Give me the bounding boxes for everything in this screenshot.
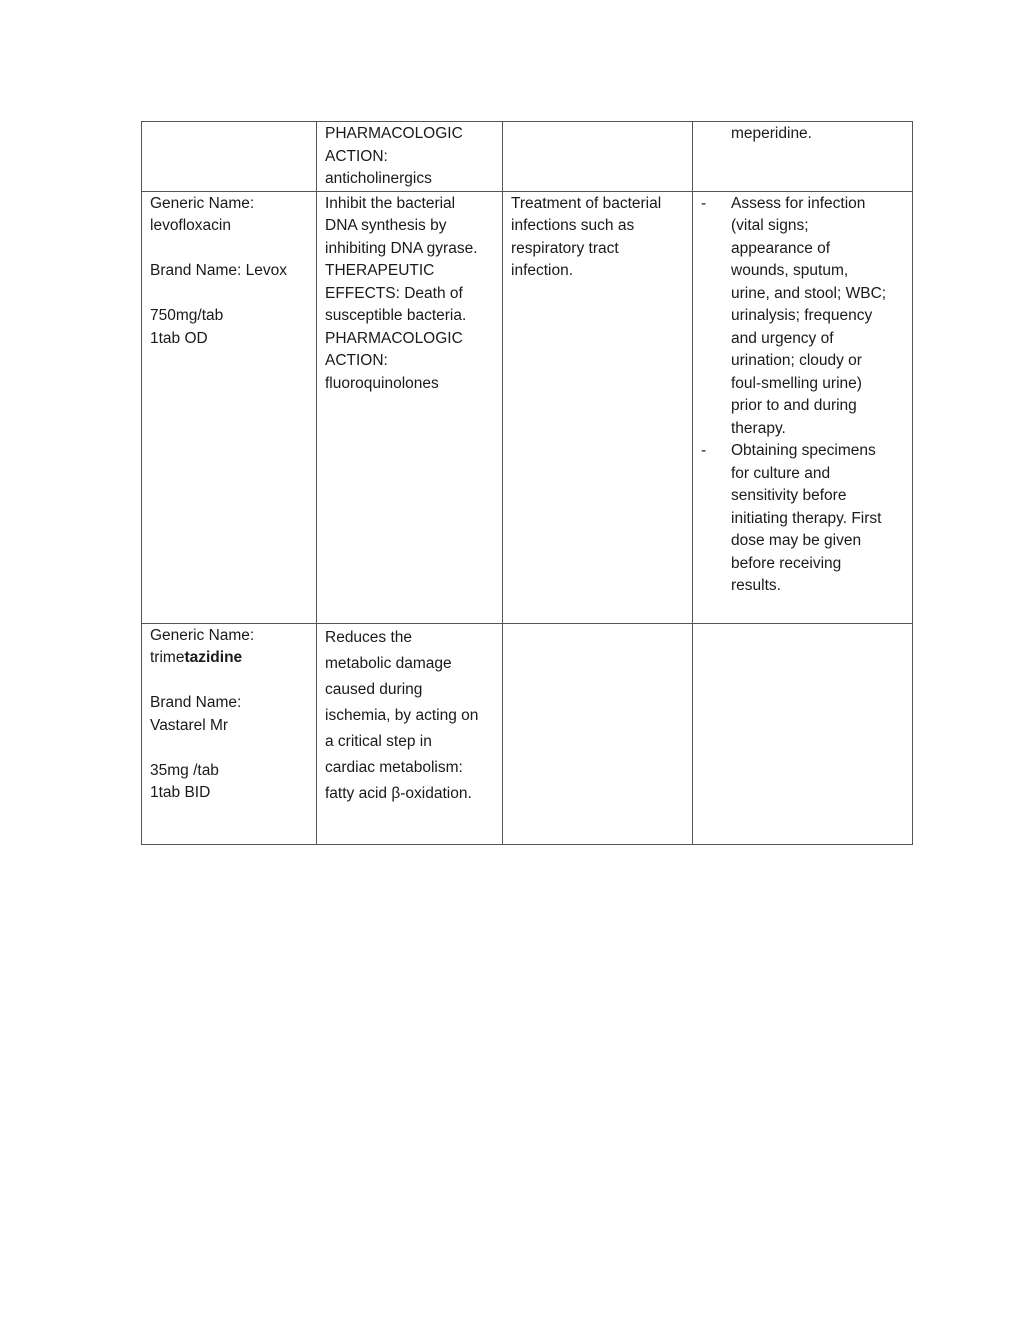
nursing-bullet-item: [701, 193, 904, 441]
brand-name-label: Brand Name:: [150, 694, 242, 711]
mechanism-line: susceptible bacteria.: [325, 307, 467, 324]
table-row: [142, 122, 913, 192]
nursing-line: Assess for infection: [731, 194, 866, 212]
nursing-bullet-item: [701, 440, 904, 598]
nursing-line: and urgency of: [731, 329, 834, 347]
mechanism-cell: [317, 191, 503, 623]
indication-cell: [503, 122, 693, 192]
mechanism-line: anticholinergics: [325, 170, 432, 187]
table-row: [142, 191, 913, 623]
nursing-line: before receiving: [731, 554, 842, 572]
drug-name-cell: [142, 191, 317, 623]
generic-name-label: Generic Name:: [150, 194, 255, 212]
drug-name-cell: [142, 122, 317, 192]
generic-name-value: [150, 647, 308, 670]
mechanism-line: ischemia, by acting on: [325, 706, 479, 724]
generic-name-plain: trime: [150, 649, 185, 666]
mechanism-line: PHARMACOLOGIC: [325, 329, 463, 347]
indication-cell: [503, 191, 693, 623]
generic-name-bold: tazidine: [184, 649, 243, 666]
drug-study-table: [141, 121, 913, 845]
mechanism-line: inhibiting DNA gyrase.: [325, 239, 478, 257]
mechanism-line: metabolic damage: [325, 654, 452, 672]
nursing-responsibilities-cell: [693, 191, 913, 623]
nursing-line: urination; cloudy or: [731, 352, 862, 369]
nursing-line: results.: [731, 577, 781, 594]
nursing-line: wounds, sputum,: [731, 262, 849, 279]
mechanism-line: THERAPEUTIC: [325, 262, 435, 279]
indication-line: respiratory tract: [511, 239, 619, 257]
indication-line: infections such as: [511, 217, 635, 234]
nursing-line: dose may be given: [731, 532, 862, 549]
dose: 750mg/tab: [150, 307, 224, 324]
drug-name-cell: [142, 623, 317, 844]
nursing-line: (vital signs;: [731, 217, 809, 234]
nursing-responsibilities-cell: [693, 122, 913, 192]
nursing-line: initiating therapy. First: [731, 509, 882, 527]
indication-line: infection.: [511, 262, 574, 279]
nursing-line: foul-smelling urine): [731, 374, 862, 392]
bullet-dash: -: [701, 194, 707, 212]
nursing-line: Obtaining specimens: [731, 442, 876, 459]
mechanism-line: fluoroquinolones: [325, 374, 439, 392]
dose: 35mg /tab: [150, 761, 219, 779]
mechanism-line: Inhibit the bacterial: [325, 194, 456, 212]
mechanism-line: DNA synthesis by: [325, 217, 447, 234]
bullet-dash: -: [701, 442, 707, 459]
indication-line: Treatment of bacterial: [511, 194, 662, 212]
frequency: 1tab OD: [150, 329, 208, 347]
nursing-responsibilities-cell: [693, 623, 913, 844]
nursing-line: urine, and stool; WBC;: [731, 284, 887, 302]
nursing-line: appearance of: [731, 239, 831, 257]
nursing-line: prior to and during: [731, 397, 857, 414]
nursing-line: therapy.: [731, 419, 786, 437]
mechanism-line: caused during: [325, 680, 423, 698]
table-row: [142, 623, 913, 844]
mechanism-cell: [317, 623, 503, 844]
nursing-line: for culture and: [731, 464, 831, 482]
mechanism-line: a critical step in: [325, 732, 432, 750]
brand-name: Vastarel Mr: [150, 716, 229, 734]
mechanism-line: Reduces the: [325, 628, 413, 646]
mechanism-line: fatty acid β-oxidation.: [325, 784, 472, 802]
mechanism-line: ACTION:: [325, 352, 388, 369]
mechanism-line: EFFECTS: Death of: [325, 284, 463, 302]
nursing-line: meperidine.: [731, 125, 812, 142]
indication-cell: [503, 623, 693, 844]
generic-name-label: Generic Name:: [150, 626, 255, 644]
mechanism-line: ACTION:: [325, 147, 388, 165]
mechanism-line: PHARMACOLOGIC: [325, 125, 463, 142]
nursing-line: sensitivity before: [731, 487, 847, 504]
generic-name-value: levofloxacin: [150, 217, 231, 234]
brand-name: Brand Name: Levox: [150, 262, 287, 279]
mechanism-line: cardiac metabolism:: [325, 758, 463, 776]
mechanism-cell: [317, 122, 503, 192]
nursing-line: urinalysis; frequency: [731, 307, 873, 324]
frequency: 1tab BID: [150, 784, 211, 801]
